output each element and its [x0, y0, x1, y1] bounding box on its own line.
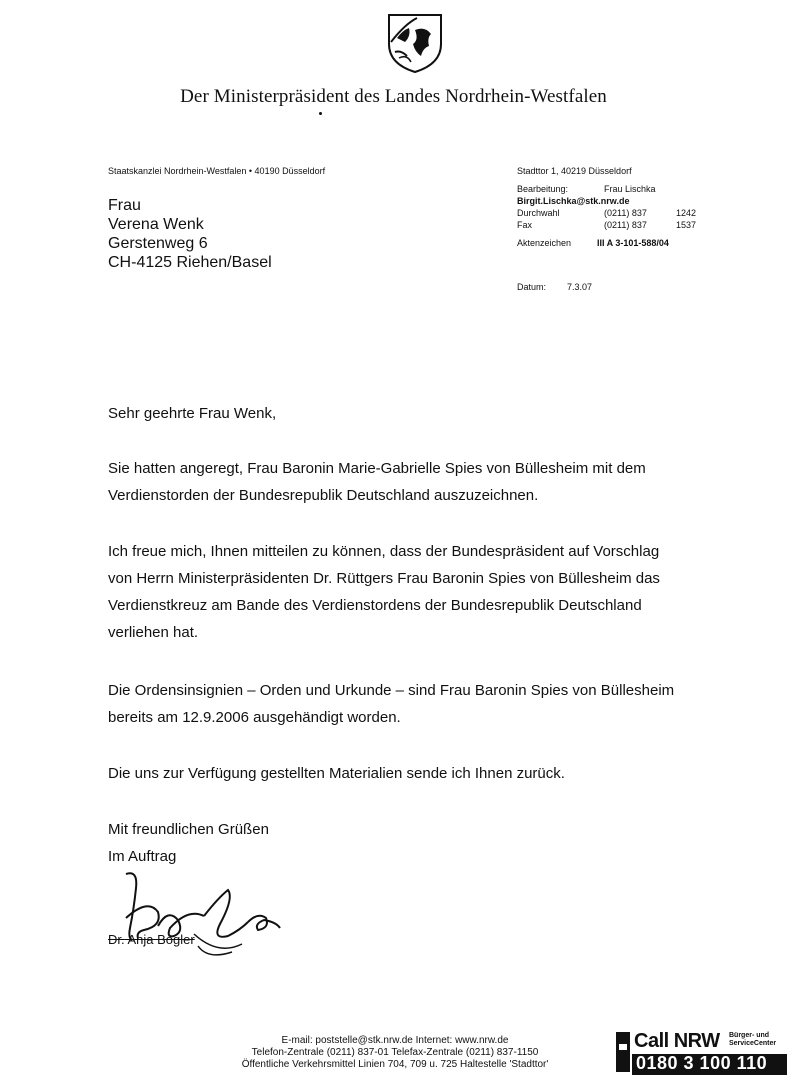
contact-email: Birgit.Lischka@stk.nrw.de — [517, 196, 630, 206]
datum-label: Datum: — [517, 282, 547, 292]
recipient-address — [108, 196, 272, 272]
recipient-name: Verena Wenk — [108, 216, 204, 233]
paragraph-line: Verdienstkreuz am Bande des Verdienstordens der Bundesrepublik Deutschland — [108, 597, 642, 614]
letter-paragraph-1 — [108, 455, 748, 509]
bearbeitung-label: Bearbeitung: — [517, 184, 569, 194]
handwritten-signature — [108, 868, 288, 963]
footer-contact-line: E-mail: poststelle@stk.nrw.de Internet: www.nrw.de — [281, 1035, 509, 1046]
call-nrw-brand: Call NRW — [634, 1030, 720, 1052]
letter-paragraph-4: Die uns zur Verfügung gestellten Materialien sende ich Ihnen zurück. — [108, 765, 565, 782]
coat-of-arms-icon — [385, 12, 445, 74]
aktenzeichen-value: III A 3-101-588/04 — [597, 238, 669, 248]
durchwahl-code: (0211) 837 — [604, 208, 647, 218]
paragraph-line: Verdienstorden der Bundesrepublik Deutschland auszuzeichnen. — [108, 487, 539, 504]
footer-phone-line: Telefon-Zentrale (0211) 837-01 Telefax-Zentrale (0211) 837-1150 — [251, 1047, 539, 1058]
closing-greeting: Mit freundlichen Grüßen — [108, 821, 269, 838]
paragraph-line: von Herrn Ministerpräsidenten Dr. Rüttgers Frau Baronin Spies von Büllesheim das — [108, 570, 660, 587]
durchwahl-number: 1242 — [676, 208, 697, 218]
call-nrw-logo — [612, 1030, 787, 1075]
datum-value: 7.3.07 — [567, 282, 593, 292]
aktenzeichen-label: Aktenzeichen — [517, 238, 572, 248]
letter-paragraph-2 — [108, 538, 748, 646]
recipient-street: Gerstenweg 6 — [108, 235, 208, 252]
call-nrw-number: 0180 3 100 110 — [636, 1053, 768, 1073]
bearbeitung-value: Frau Lischka — [604, 184, 656, 194]
signer-name: Dr. Anja Bogler — [108, 932, 195, 947]
letter-footer — [195, 1035, 595, 1071]
fax-code: (0211) 837 — [604, 220, 647, 230]
closing-im-auftrag: Im Auftrag — [108, 848, 177, 865]
fax-label: Fax — [517, 220, 533, 230]
paragraph-line: Sie hatten angeregt, Frau Baronin Marie-Gabrielle Spies von Büllesheim mit dem — [108, 460, 646, 477]
letter-greeting: Sehr geehrte Frau Wenk, — [108, 405, 277, 422]
call-nrw-tagline — [729, 1032, 776, 1048]
footer-transport-line: Öffentliche Verkehrsmittel Linien 704, 709 u. 725 Haltestelle 'Stadttor' — [241, 1059, 549, 1070]
decorative-dot — [319, 112, 322, 115]
letter-paragraph-3 — [108, 677, 748, 731]
paragraph-line: Ich freue mich, Ihnen mitteilen zu können, dass der Bundespräsident auf Vorschlag — [108, 543, 660, 560]
recipient-city: CH-4125 Riehen/Basel — [108, 254, 272, 271]
tagline-line: Bürger- und — [729, 1032, 770, 1039]
letter-closing — [108, 816, 748, 870]
letterhead-title: Der Ministerpräsident des Landes Nordrhein-Westfalen — [180, 86, 607, 107]
durchwahl-label: Durchwahl — [517, 208, 560, 218]
recipient-salutation: Frau — [108, 197, 141, 214]
paragraph-line: verliehen hat. — [108, 624, 199, 641]
tagline-line: ServiceCenter — [729, 1040, 777, 1047]
sender-return-address: Staatskanzlei Nordrhein-Westfalen • 40190 Düsseldorf — [108, 166, 326, 176]
office-address: Stadttor 1, 40219 Düsseldorf — [517, 166, 632, 176]
paragraph-line: Die Ordensinsignien – Orden und Urkunde – sind Frau Baronin Spies von Büllesheim — [108, 682, 675, 699]
fax-number: 1537 — [676, 220, 697, 230]
paragraph-line: bereits am 12.9.2006 ausgehändigt worden. — [108, 709, 401, 726]
